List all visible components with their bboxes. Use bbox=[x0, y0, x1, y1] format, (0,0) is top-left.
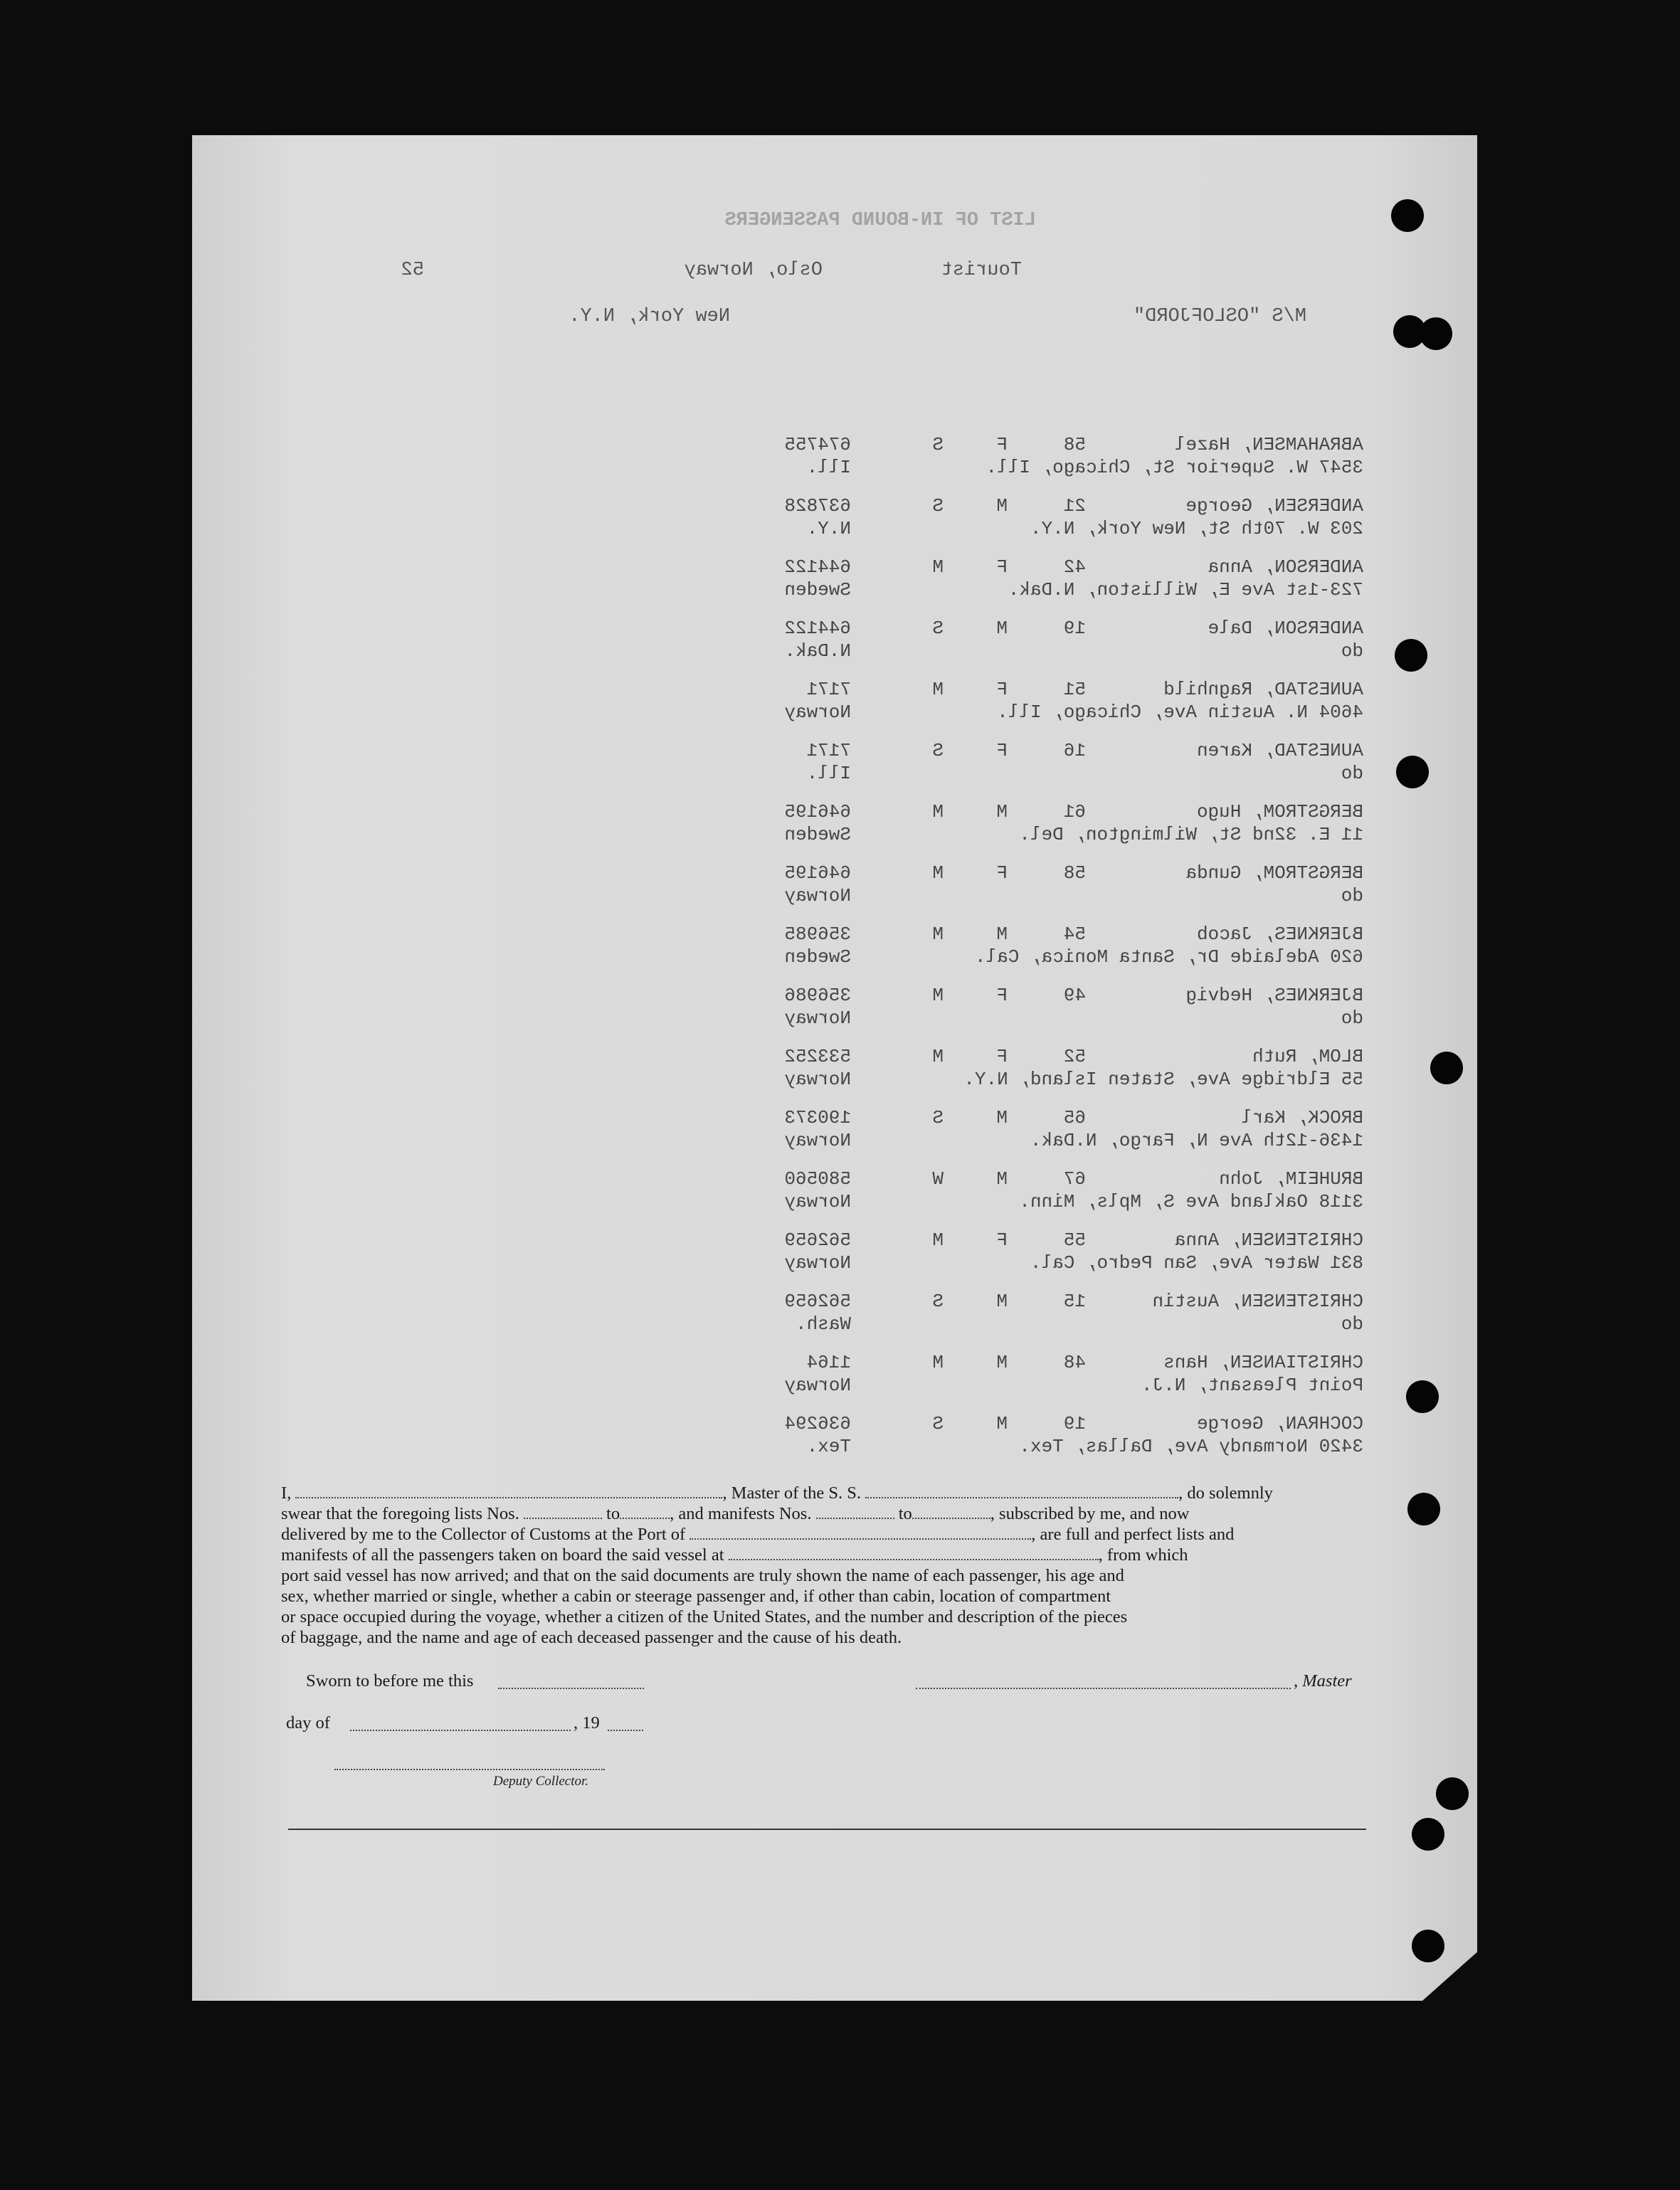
passenger-state: Sweden bbox=[784, 824, 851, 845]
master-label: , Master bbox=[1294, 1671, 1352, 1691]
day-of-field[interactable] bbox=[350, 1730, 571, 1731]
passenger-number: 7171 bbox=[806, 679, 851, 700]
passenger-age: 48 bbox=[1063, 1352, 1086, 1373]
passenger-name: BROCK, Karl bbox=[1241, 1107, 1363, 1128]
oath-line-7: or space occupied during the voyage, whether a citizen of the United States, and the number and description of the pieces bbox=[281, 1607, 1128, 1626]
passenger-marital-status: M bbox=[932, 862, 944, 884]
passenger-address: do bbox=[1341, 1007, 1363, 1029]
sworn-date-field[interactable] bbox=[498, 1688, 644, 1689]
passenger-state: Wash. bbox=[795, 1313, 851, 1335]
passenger-address: 1436-12th Ave N, Fargo, N.Dak. bbox=[1030, 1130, 1363, 1151]
passenger-state: Tex. bbox=[806, 1436, 851, 1457]
passenger-address: do bbox=[1341, 1313, 1363, 1335]
passenger-state: Norway bbox=[784, 1252, 851, 1274]
passenger-number: 7171 bbox=[806, 740, 851, 761]
sworn-label: Sworn to before me this bbox=[306, 1671, 474, 1691]
passenger-address: 203 W. 70th St, New York, N.Y. bbox=[1030, 518, 1363, 539]
master-label-text: Master bbox=[1302, 1671, 1352, 1691]
passenger-state: Ill. bbox=[806, 457, 851, 478]
passenger-state: Norway bbox=[784, 1130, 851, 1151]
passenger-name: ANDERSON, Anna bbox=[1208, 556, 1363, 578]
deputy-collector-label: Deputy Collector. bbox=[493, 1774, 589, 1789]
passenger-age: 65 bbox=[1063, 1107, 1086, 1128]
passenger-state: Norway bbox=[784, 1191, 851, 1212]
bleed-through-region: LIST OF IN-BOUND PASSENGERS 52 Oslo, Norway Tourist M/S "OSLOFJORD" New York, N.Y. ABRAHAMSEN, Hazel 58 F S 674755 3547 W. Superior St, Chicago, Ill. Ill. ANDERSEN, George 21 M S 637828 203 W. 70th St, New York, N.Y. N.Y. ANDERSON, Anna 42 F M 644122 723-1st Ave E, Williston, N.Dak. Sweden ANDERSON, Dale 19 M S 644122 do N.Dak. AUNESTAD, Ragnhild 51 F M 7171 4604 N. Austin Ave, Chicago, Ill. Norway AUNESTAD, Karen 16 F S 7171 do Ill. BERGSTROM, Hugo 61 M M 646195 11 E. 32nd St, Wilmington, Del. Sweden BERGSTROM, Gunda 58 F M 646195 do Norway BJERKNES, Jacob 54 M M 356985 620 Adelaide Dr, Santa Monica, Cal. Sweden BJERKNES, Hedvig 49 F M 356986 do Norway BLOM, Ruth 52 F M 533252 55 Eldridge Ave, Staten Island, N.Y. Norway BROCK, Karl 65 M S 190373 1436-12th Ave N, Fargo, N.Dak. Norway BRUHEIM, John 67 M W 580560 3118 Oakland Ave S, Mpls, Minn. Norway CHRISTENSEN, Anna 55 F M 562659 831 Water Ave, San Pedro, Cal. Norway CHRISTENSEN, Austin 15 M S 562659 do Wash. CHRISTIANSEN, Hans 48 M M 1164 Point Pleasant, N.J. Norway COCHRAN, George 19 M S 636294 3420 Normandy Ave, Dallas, Tex. Tex. bbox=[192, 135, 1477, 1487]
year-label: , 19 bbox=[574, 1713, 600, 1733]
passenger-age: 16 bbox=[1063, 740, 1086, 761]
passenger-name: CHRISTIANSEN, Hans bbox=[1163, 1352, 1363, 1373]
oath-text: , Master of the S. S. bbox=[722, 1483, 862, 1503]
oath-text: , and manifests Nos. bbox=[670, 1504, 812, 1523]
bleed-page-ref: 52 bbox=[401, 260, 424, 281]
passenger-number: 356986 bbox=[784, 985, 851, 1006]
bleed-to-port: New York, N.Y. bbox=[569, 306, 730, 327]
passenger-age: 58 bbox=[1063, 862, 1086, 884]
passenger-sex: M bbox=[996, 618, 1008, 639]
passenger-sex: M bbox=[996, 1352, 1008, 1373]
passenger-number: 636294 bbox=[784, 1413, 851, 1434]
passenger-address: 3547 W. Superior St, Chicago, Ill. bbox=[986, 457, 1363, 478]
passenger-state: Sweden bbox=[784, 946, 851, 968]
passenger-number: 646195 bbox=[784, 862, 851, 884]
passenger-name: BERGSTROM, Gunda bbox=[1185, 862, 1363, 884]
passenger-sex: F bbox=[996, 862, 1008, 884]
passenger-marital-status: M bbox=[932, 1352, 944, 1373]
passenger-entry bbox=[751, 1291, 1363, 1348]
passenger-entry bbox=[751, 985, 1363, 1042]
passenger-entry bbox=[751, 1168, 1363, 1225]
passenger-name: AUNESTAD, Ragnhild bbox=[1163, 679, 1363, 700]
oath-line-4 bbox=[281, 1545, 1366, 1565]
oath-line-2 bbox=[281, 1503, 1366, 1524]
punch-hole bbox=[1407, 1493, 1440, 1525]
oath-text: , subscribed by me, and now bbox=[990, 1504, 1190, 1523]
passenger-sex: F bbox=[996, 434, 1008, 455]
oath-line-8: of baggage, and the name and age of each deceased passenger and the cause of his death. bbox=[281, 1628, 902, 1647]
passenger-address: 620 Adelaide Dr, Santa Monica, Cal. bbox=[974, 946, 1363, 968]
passenger-sex: M bbox=[996, 1413, 1008, 1434]
passenger-marital-status: M bbox=[932, 556, 944, 578]
passenger-marital-status: S bbox=[932, 1107, 944, 1128]
passenger-name: CHRISTENSEN, Anna bbox=[1174, 1229, 1363, 1251]
passenger-age: 42 bbox=[1063, 556, 1086, 578]
passenger-name: BLOM, Ruth bbox=[1252, 1046, 1363, 1067]
passenger-sex: M bbox=[996, 1107, 1008, 1128]
passenger-marital-status: M bbox=[932, 801, 944, 822]
passenger-marital-status: S bbox=[932, 434, 944, 455]
oath-paragraph bbox=[281, 1483, 1366, 1648]
day-of-label: day of bbox=[286, 1713, 330, 1733]
passenger-number: 580560 bbox=[784, 1168, 851, 1190]
oath-text: to bbox=[898, 1504, 912, 1523]
passenger-age: 61 bbox=[1063, 801, 1086, 822]
passenger-name: ANDERSEN, George bbox=[1185, 495, 1363, 517]
passenger-marital-status: S bbox=[932, 740, 944, 761]
passenger-number: 562659 bbox=[784, 1229, 851, 1251]
passenger-entry bbox=[751, 434, 1363, 491]
passenger-sex: M bbox=[996, 1168, 1008, 1190]
passenger-state: N.Dak. bbox=[784, 640, 851, 662]
passenger-address: 723-1st Ave E, Williston, N.Dak. bbox=[1008, 579, 1363, 601]
passenger-sex: F bbox=[996, 556, 1008, 578]
deputy-signature-field[interactable] bbox=[334, 1769, 605, 1770]
bleed-class: Tourist bbox=[941, 260, 1022, 281]
oath-text: , are full and perfect lists and bbox=[1031, 1525, 1235, 1544]
passenger-address: 831 Water Ave, San Pedro, Cal. bbox=[1030, 1252, 1363, 1274]
passenger-sex: F bbox=[996, 1046, 1008, 1067]
manifests-from-field[interactable] bbox=[816, 1505, 894, 1519]
passenger-address: do bbox=[1341, 640, 1363, 662]
passenger-marital-status: M bbox=[932, 1229, 944, 1251]
oath-text: manifests of all the passengers taken on board the said vessel at bbox=[281, 1545, 724, 1565]
oath-text: , do solemnly bbox=[1178, 1483, 1273, 1503]
port-field[interactable] bbox=[690, 1525, 1031, 1540]
passenger-entry bbox=[751, 924, 1363, 980]
passenger-marital-status: S bbox=[932, 1291, 944, 1312]
passenger-marital-status: M bbox=[932, 985, 944, 1006]
passenger-entry bbox=[751, 862, 1363, 919]
passenger-name: COCHRAN, George bbox=[1196, 1413, 1363, 1434]
passenger-name: AUNESTAD, Karen bbox=[1196, 740, 1363, 761]
lists-from-field[interactable] bbox=[524, 1505, 602, 1519]
passenger-state: Norway bbox=[784, 1069, 851, 1090]
passenger-entry bbox=[751, 679, 1363, 736]
oath-line-5: port said vessel has now arrived; and that on the said documents are truly shown the name of each passenger, his age and bbox=[281, 1566, 1124, 1585]
passenger-entry bbox=[751, 1107, 1363, 1164]
passenger-address: 55 Eldridge Ave, Staten Island, N.Y. bbox=[963, 1069, 1363, 1090]
passenger-address: 3118 Oakland Ave S, Mpls, Minn. bbox=[1019, 1191, 1363, 1212]
bottom-rule bbox=[288, 1829, 1366, 1830]
passenger-age: 15 bbox=[1063, 1291, 1086, 1312]
passenger-name: BJERKNES, Hedvig bbox=[1185, 985, 1363, 1006]
passenger-sex: M bbox=[996, 924, 1008, 945]
passenger-number: 190373 bbox=[784, 1107, 851, 1128]
passenger-number: 644122 bbox=[784, 556, 851, 578]
passenger-marital-status: M bbox=[932, 924, 944, 945]
oath-line-3 bbox=[281, 1524, 1366, 1545]
passenger-entry bbox=[751, 618, 1363, 675]
passenger-name: ANDERSON, Dale bbox=[1208, 618, 1363, 639]
ship-name-field[interactable] bbox=[865, 1484, 1178, 1498]
passenger-age: 52 bbox=[1063, 1046, 1086, 1067]
passenger-entry bbox=[751, 1046, 1363, 1103]
passenger-number: 637828 bbox=[784, 495, 851, 517]
passenger-sex: F bbox=[996, 740, 1008, 761]
manifests-to-field[interactable] bbox=[912, 1505, 990, 1519]
passenger-sex: M bbox=[996, 495, 1008, 517]
passenger-age: 49 bbox=[1063, 985, 1086, 1006]
passenger-sex: F bbox=[996, 985, 1008, 1006]
passenger-sex: F bbox=[996, 1229, 1008, 1251]
passenger-sex: F bbox=[996, 679, 1008, 700]
passenger-age: 67 bbox=[1063, 1168, 1086, 1190]
passenger-name: CHRISTENSEN, Austin bbox=[1152, 1291, 1363, 1312]
punch-hole bbox=[1412, 1818, 1444, 1851]
passenger-address: 3420 Normandy Ave, Dallas, Tex. bbox=[1019, 1436, 1363, 1457]
passenger-name: BERGSTROM, Hugo bbox=[1196, 801, 1363, 822]
passenger-name: BJERKNES, Jacob bbox=[1196, 924, 1363, 945]
passenger-marital-status: S bbox=[932, 495, 944, 517]
passenger-number: 674755 bbox=[784, 434, 851, 455]
passenger-entry bbox=[751, 1229, 1363, 1286]
oath-line-1 bbox=[281, 1483, 1366, 1503]
oath-line-6: sex, whether married or single, whether a cabin or steerage passenger and, if other than cabin, location of compartment bbox=[281, 1587, 1111, 1606]
passenger-entry bbox=[751, 740, 1363, 797]
passenger-number: 562659 bbox=[784, 1291, 851, 1312]
passenger-age: 21 bbox=[1063, 495, 1086, 517]
passenger-age: 19 bbox=[1063, 1413, 1086, 1434]
passenger-marital-status: S bbox=[932, 618, 944, 639]
passenger-number: 533252 bbox=[784, 1046, 851, 1067]
departure-port-field[interactable] bbox=[729, 1546, 1099, 1560]
bleed-ship: M/S "OSLOFJORD" bbox=[1133, 306, 1306, 327]
lists-to-field[interactable] bbox=[620, 1505, 670, 1519]
passenger-address: 11 E. 32nd St, Wilmington, Del. bbox=[1019, 824, 1363, 845]
passenger-age: 19 bbox=[1063, 618, 1086, 639]
passenger-age: 51 bbox=[1063, 679, 1086, 700]
oath-text: swear that the foregoing lists Nos. bbox=[281, 1504, 519, 1523]
passenger-sex: M bbox=[996, 1291, 1008, 1312]
passenger-name: ABRAHAMSEN, Hazel bbox=[1174, 434, 1363, 455]
oath-text: , from which bbox=[1098, 1545, 1188, 1565]
passenger-number: 644122 bbox=[784, 618, 851, 639]
passenger-age: 58 bbox=[1063, 434, 1086, 455]
punch-hole bbox=[1412, 1930, 1444, 1962]
passenger-state: Norway bbox=[784, 885, 851, 906]
master-signature-field[interactable] bbox=[916, 1688, 1291, 1689]
oath-text: to bbox=[606, 1504, 620, 1523]
passenger-state: Sweden bbox=[784, 579, 851, 601]
passenger-address: do bbox=[1341, 763, 1363, 784]
passenger-number: 1164 bbox=[806, 1352, 851, 1373]
passenger-marital-status: S bbox=[932, 1413, 944, 1434]
oath-text: delivered by me to the Collector of Customs at the Port of bbox=[281, 1525, 686, 1544]
passenger-number: 356985 bbox=[784, 924, 851, 945]
bleed-from-port: Oslo, Norway bbox=[684, 260, 823, 281]
passenger-address: 4604 N. Austin Ave, Chicago, Ill. bbox=[997, 702, 1363, 723]
year-prefix: 19 bbox=[582, 1713, 600, 1733]
passenger-state: Norway bbox=[784, 1007, 851, 1029]
passenger-entry bbox=[751, 495, 1363, 552]
passenger-address: do bbox=[1341, 885, 1363, 906]
passenger-state: N.Y. bbox=[806, 518, 851, 539]
punch-hole bbox=[1436, 1777, 1469, 1810]
passenger-marital-status: M bbox=[932, 1046, 944, 1067]
oath-text: I, bbox=[281, 1483, 292, 1503]
year-field[interactable] bbox=[608, 1730, 643, 1731]
passenger-entry bbox=[751, 1352, 1363, 1409]
passenger-state: Norway bbox=[784, 1375, 851, 1396]
passenger-entry bbox=[751, 1413, 1363, 1470]
passenger-name: BRUHEIM, John bbox=[1219, 1168, 1363, 1190]
passenger-marital-status: W bbox=[932, 1168, 944, 1190]
passenger-age: 55 bbox=[1063, 1229, 1086, 1251]
passenger-sex: M bbox=[996, 801, 1008, 822]
master-name-field[interactable] bbox=[295, 1484, 722, 1498]
passenger-number: 646195 bbox=[784, 801, 851, 822]
passenger-age: 54 bbox=[1063, 924, 1086, 945]
passenger-state: Norway bbox=[784, 702, 851, 723]
passenger-address: Point Pleasant, N.J. bbox=[1141, 1375, 1363, 1396]
passenger-marital-status: M bbox=[932, 679, 944, 700]
passenger-entry bbox=[751, 556, 1363, 613]
passenger-entry bbox=[751, 801, 1363, 858]
passenger-state: Ill. bbox=[806, 763, 851, 784]
